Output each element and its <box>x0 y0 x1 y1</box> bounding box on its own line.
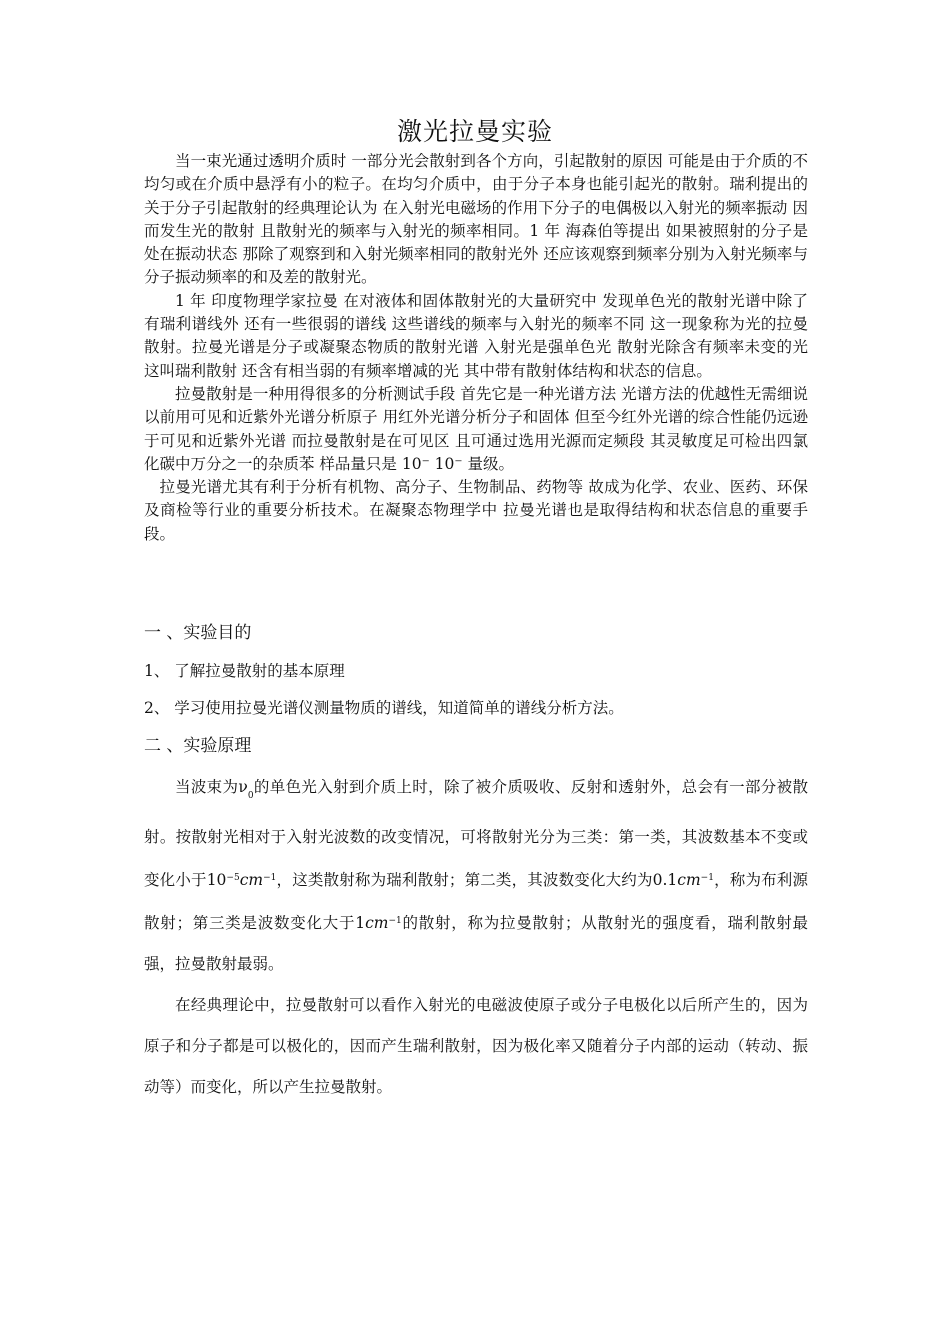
nu-symbol: ν <box>238 778 248 796</box>
text-run: ，称为布利源散射；第三类是波数变化大于 <box>144 871 808 932</box>
math-exponent: −1 <box>388 916 402 926</box>
intro-paragraph-1: 当一束光通过透明介质时 一部分光会散射到各个方向，引起散射的原因 可能是由于介质的不均匀或在介质中悬浮有小的粒子。在均匀介质中，由于分子本身也能引起光的散射。瑞利提出的关于分子引起散射的经典理论认为 在入射光电磁场的作用下分子的电偶极以入射光的频率振动 因而发生光的散射 且散射光的频率与入射光的频率相同。1 年 海森伯等提出 如果被照射的分子是处在振动状态 那除了观察到和入射光频率相同的散射光外 还应该观察到频率分别为入射光频率与分子振动频率的和及差的散射光。 <box>144 152 808 287</box>
text-run: ，这类散射称为瑞利散射；第二类，其波数变化大约为 <box>276 871 653 889</box>
math-exponent: −5 <box>226 873 240 883</box>
principle-paragraph-2: 在经典理论中，拉曼散射可以看作入射光的电磁波使原子或分子电极化以后所产生的，因为原子和分子都是可以极化的，因而产生瑞利散射，因为极化率又随着分子内部的运动（转动、振动等）而变化，所以产生拉曼散射。 <box>144 996 808 1096</box>
section-2-heading: 二 、实验原理 <box>144 736 252 756</box>
section-1-heading: 一 、实验目的 <box>144 623 252 643</box>
math-exponent: −1 <box>700 873 714 883</box>
objective-item-2: 2、 学习使用拉曼光谱仪测量物质的谱线，知道简单的谱线分析方法。 <box>144 699 624 717</box>
text-run: 当波束为 <box>175 778 239 796</box>
math-unit: cm <box>239 871 264 889</box>
intro-paragraph-2: 1 年 印度物理学家拉曼 在对液体和固体散射光的大量研究中 发现单色光的散射光谱中除了有瑞利谱线外 还有一些很弱的谱线 这些谱线的频率与入射光的频率不同 这一现象称为光的拉曼散射。拉曼光谱是分子或凝聚态物质的散射光谱 入射光是强单色光 散射光除含有频率未变的光 这叫瑞利散射 还含有相当弱的有频率增减的光 其中带有散射体结构和状态的信息。 <box>144 291 808 380</box>
text-run: 的散射，称为拉曼散射；从散射光的强度看，瑞利散射最强，拉曼散射最弱。 <box>144 914 808 973</box>
document-title: 激光拉曼实验 <box>396 117 553 146</box>
math-value: 0.1 <box>652 871 678 889</box>
math-value: 1 <box>355 914 366 932</box>
intro-paragraph-4: 拉曼光谱尤其有利于分析有机物、高分子、生物制品、药物等 故成为化学、农业、医药、环保及商检等行业的重要分析技术。在凝聚态物理学中 拉曼光谱也是取得结构和状态信息的重要手段。 <box>144 478 808 543</box>
nu-subscript: 0 <box>247 791 254 801</box>
math-value: 10 <box>206 871 227 889</box>
math-unit: cm <box>365 914 389 932</box>
objective-item-1: 1、 了解拉曼散射的基本原理 <box>144 662 345 680</box>
intro-body <box>144 150 808 546</box>
principle-body <box>144 767 808 1108</box>
math-exponent: −1 <box>263 873 277 883</box>
intro-paragraph-3: 拉曼散射是一种用得很多的分析测试手段 首先它是一种光谱方法 光谱方法的优越性无需细说 以前用可见和近紫外光谱分析原子 用红外光谱分析分子和固体 但至今红外光谱的综合性能仍远逊于可见和近紫外光谱 而拉曼散射是在可见区 且可通过选用光源而定频段 其灵敏度足可检出四氯化碳中万分之一的杂质苯 样品量只是 10⁻ 10⁻ 量级。 <box>144 384 808 473</box>
principle-paragraph-1 <box>144 767 808 985</box>
text-run: 的单色光入射到介质上时，除了被介质吸收、反射和透射外，总会有一部分被散射。按散射光相对于入射光波数的改变情况，可将散射光分为三类：第一类，其波数基本不变或变化小于 <box>144 778 808 889</box>
math-unit: cm <box>677 871 701 889</box>
